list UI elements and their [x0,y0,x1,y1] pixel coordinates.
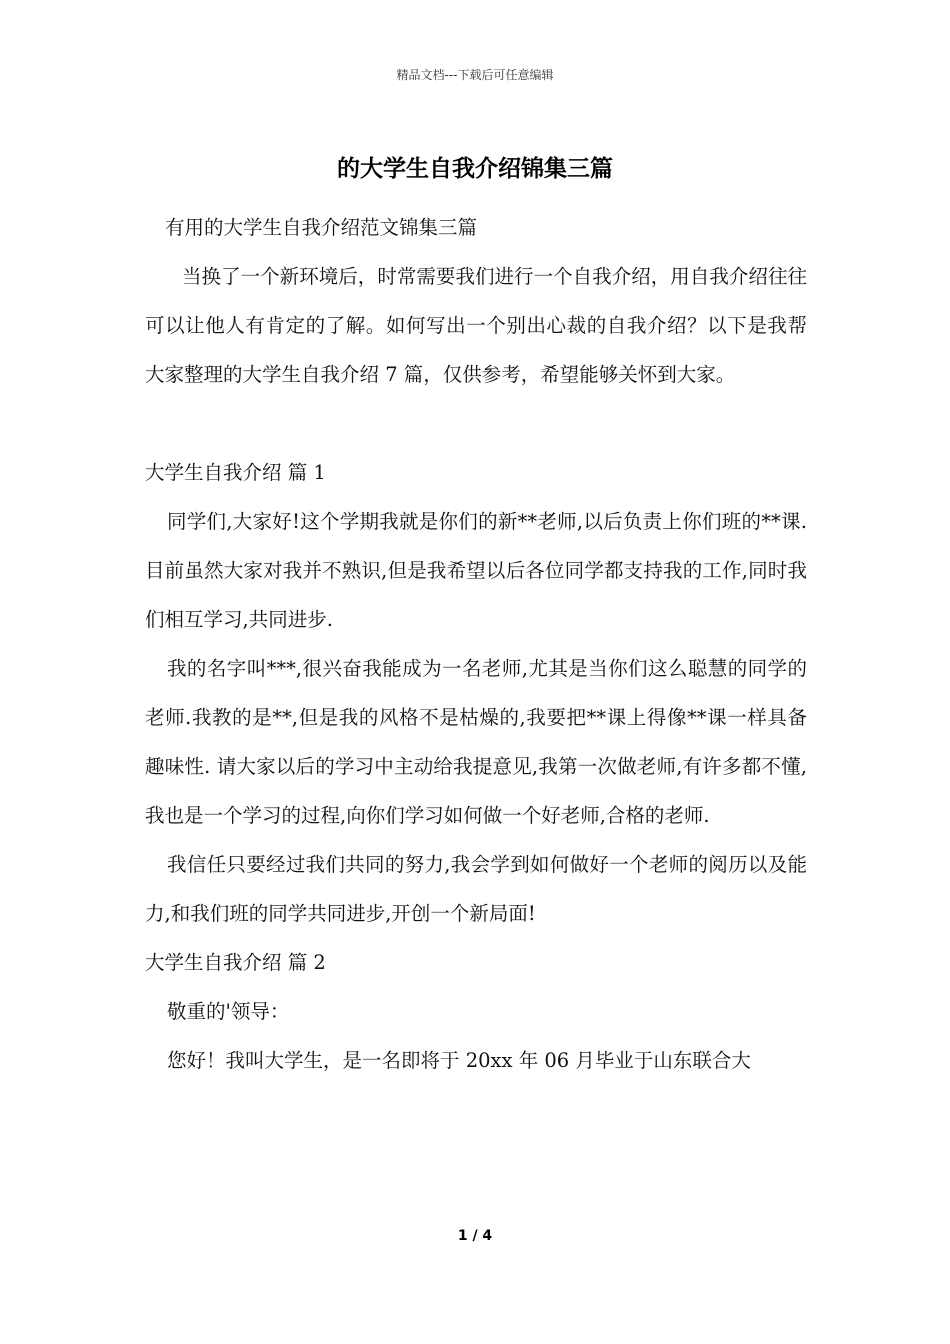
section-1-paragraph-3: 我信任只要经过我们共同的努力,我会学到如何做好一个老师的阅历以及能力,和我们班的同学共同进步,开创一个新局面! [145,853,807,925]
section-1-paragraph-1: 同学们,大家好!这个学期我就是你们的新**老师,以后负责上你们班的**课.目前虽然大家对我并不熟识,但是我希望以后各位同学都支持我的工作,同时我们相互学习,共同进步. [145,510,807,631]
page-header-note: 精品文档---下载后可任意编辑 [396,68,554,82]
document-body [145,203,807,1085]
section-heading-2: 大学生自我介绍 篇 2 [145,951,326,974]
section-2-paragraph-1: 您好！我叫大学生，是一名即将于 20xx 年 06 月毕业于山东联合大 [167,1049,751,1072]
intro-paragraph: 当换了一个新环境后，时常需要我们进行一个自我介绍，用自我介绍往往可以让他人有肯定的了解。如何写出一个别出心裁的自我介绍？以下是我帮大家整理的大学生自我介绍 7 篇，仅供参考，希望能够关怀到大家。 [145,265,807,386]
page-number: 1 / 4 [457,1228,493,1244]
document-title: 的大学生自我介绍锦集三篇 [337,156,613,182]
section-heading-1: 大学生自我介绍 篇 1 [145,461,326,484]
section-1-paragraph-2: 我的名字叫***,很兴奋我能成为一名老师,尤其是当你们这么聪慧的同学的老师.我教的是**,但是我的风格不是枯燥的,我要把**课上得像**课一样具备趣味性. 请大家以后的学习中主动给我提意见,我第一次做老师,有许多都不懂,我也是一个学习的过程,向你们学习如何做一个好老师,合格的老师. [145,657,807,827]
document-subtitle: 有用的大学生自我介绍范文锦集三篇 [165,216,478,239]
section-2-salutation: 敬重的'领导： [167,1000,290,1023]
